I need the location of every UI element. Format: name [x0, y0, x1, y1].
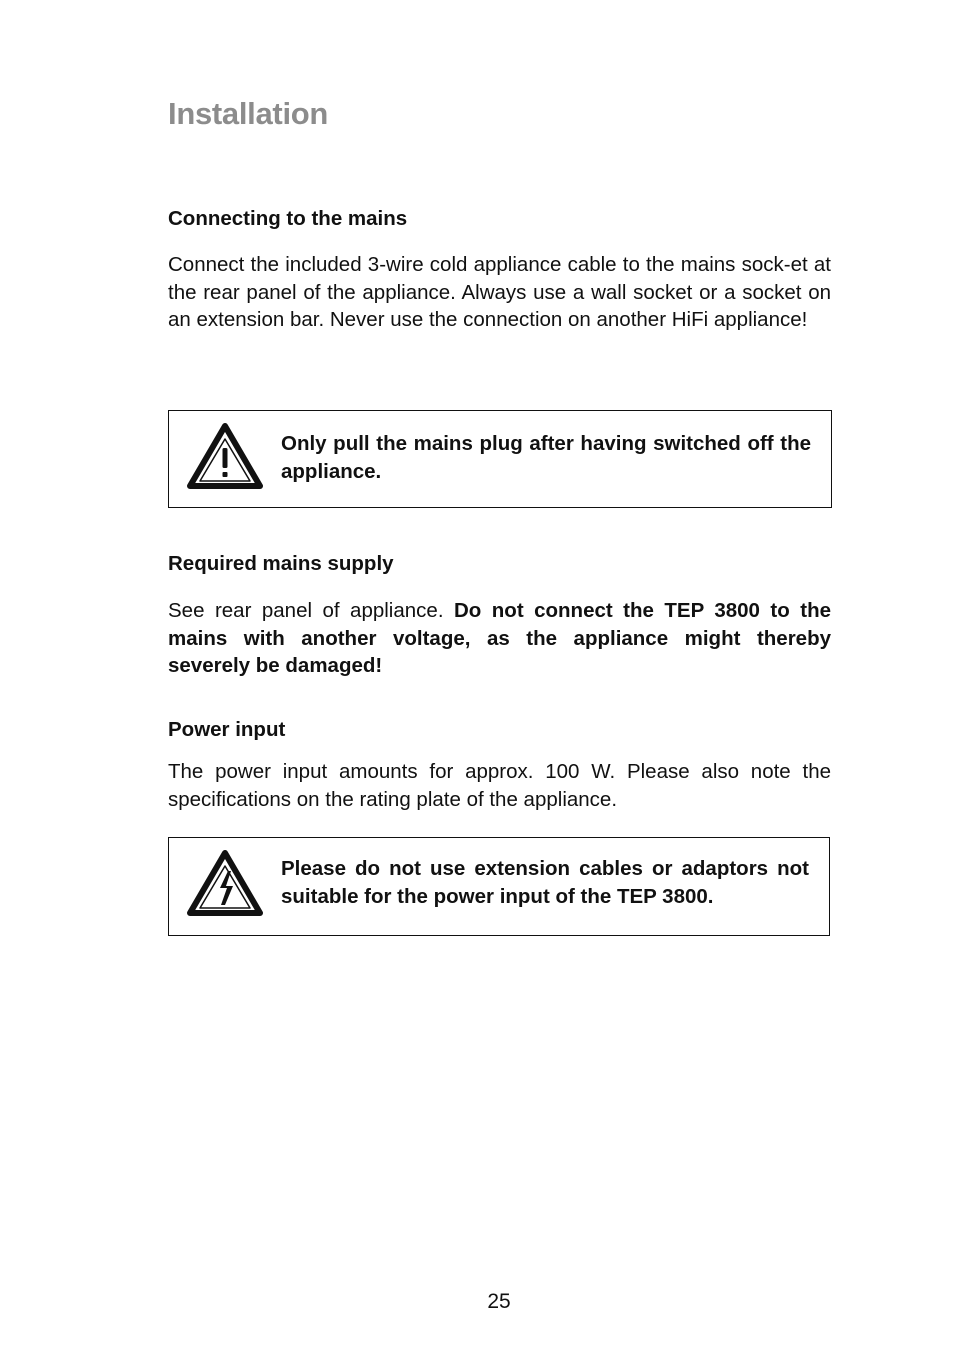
warning-notice: [168, 410, 832, 508]
electrical-notice-text: Please do not use extension cables or adaptors not suitable for the power input of the TEP 3800.: [281, 857, 809, 908]
page-number: 25: [487, 1290, 511, 1313]
section-text-connecting: Connect the included 3-wire cold appliance cable to the mains sock-et at the rear panel of the appliance. Always use a wall socket or a socket on an extension bar. Never use the connection on another HiFi appliance!: [168, 253, 831, 331]
electrical-notice: [168, 837, 830, 936]
section-text-required-supply: [168, 597, 831, 680]
section-heading-power-input: Power input: [168, 718, 286, 741]
warning-exclamation-icon: [187, 423, 263, 489]
warning-notice-text: Only pull the mains plug after having switched off the appliance.: [281, 432, 811, 483]
required-supply-bold-text: Do not connect the TEP 3800 to the mains with another voltage, as the appliance might thereby severely be damaged!: [168, 599, 831, 677]
section-heading-required-supply: Required mains supply: [168, 552, 394, 575]
required-supply-plain-text: See rear panel of appliance.: [168, 599, 454, 622]
section-heading-connecting: Connecting to the mains: [168, 207, 408, 230]
high-voltage-icon: [187, 850, 263, 916]
section-text-power-input: The power input amounts for approx. 100 W. Please also note the specifications on the rating plate of the appliance.: [168, 760, 831, 811]
page-title: Installation: [168, 96, 329, 131]
